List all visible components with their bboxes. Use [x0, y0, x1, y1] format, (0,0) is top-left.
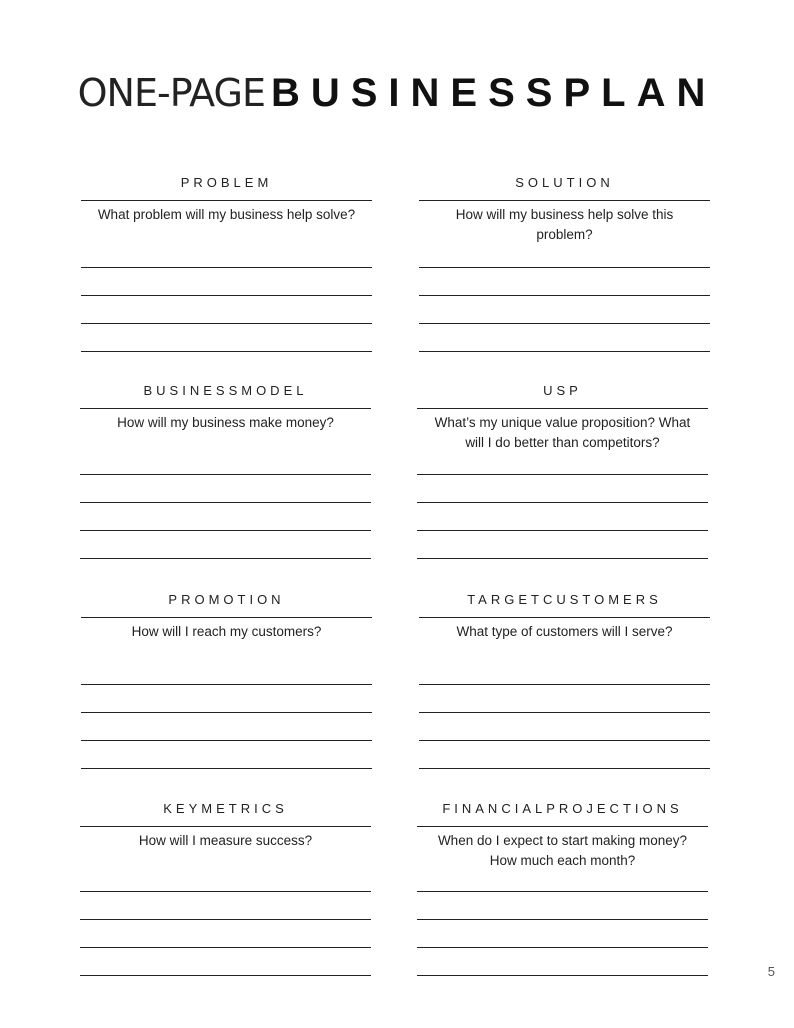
section-heading: KEYMETRICS [163, 801, 288, 816]
answer-line[interactable] [81, 267, 372, 268]
section-heading: TARGETCUSTOMERS [467, 592, 662, 607]
heading-divider [419, 617, 710, 618]
answer-line[interactable] [81, 295, 372, 296]
section-question: What problem will my business help solve? [97, 207, 356, 222]
answer-line[interactable] [80, 975, 371, 976]
section-promotion [81, 591, 372, 662]
title-light-part: ONE-PAGE [77, 71, 265, 115]
heading-divider [81, 200, 372, 201]
section-heading: PROMOTION [168, 592, 285, 607]
section-financial-projections [417, 800, 708, 871]
answer-line[interactable] [80, 558, 371, 559]
section-question: How will I measure success? [138, 833, 313, 848]
answer-line[interactable] [81, 351, 372, 352]
title-bold-part: BUSINESSPLAN [270, 71, 717, 115]
heading-divider [417, 408, 708, 409]
section-heading: USP [543, 383, 582, 398]
heading-divider [81, 617, 372, 618]
answer-line[interactable] [81, 768, 372, 769]
section-question: What type of customers will I serve? [456, 624, 673, 639]
answer-line[interactable] [80, 891, 371, 892]
section-key-metrics [80, 800, 371, 871]
answer-line[interactable] [81, 684, 372, 685]
heading-divider [80, 826, 371, 827]
answer-line[interactable] [80, 947, 371, 948]
section-heading: FINANCIALPROJECTIONS [442, 801, 683, 816]
answer-line[interactable] [419, 267, 710, 268]
answer-line[interactable] [80, 530, 371, 531]
answer-line[interactable] [417, 947, 708, 948]
section-question: How will I reach my customers? [131, 624, 322, 639]
section-question: When do I expect to start making money? How much each month? [437, 833, 688, 868]
section-question: What’s my unique value proposition? What will I do better than competitors? [434, 415, 691, 450]
answer-line[interactable] [417, 891, 708, 892]
answer-line[interactable] [419, 295, 710, 296]
answer-line[interactable] [80, 474, 371, 475]
heading-divider [80, 408, 371, 409]
answer-line[interactable] [417, 558, 708, 559]
answer-line[interactable] [419, 740, 710, 741]
answer-line[interactable] [81, 323, 372, 324]
answer-line[interactable] [417, 919, 708, 920]
answer-line[interactable] [417, 530, 708, 531]
answer-line[interactable] [417, 975, 708, 976]
section-problem [81, 174, 372, 245]
answer-line[interactable] [419, 684, 710, 685]
answer-line[interactable] [419, 712, 710, 713]
answer-line[interactable] [81, 740, 372, 741]
section-heading: SOLUTION [515, 175, 614, 190]
section-heading: PROBLEM [180, 175, 273, 190]
page-title [0, 70, 794, 116]
answer-line[interactable] [417, 502, 708, 503]
page-number: 5 [767, 964, 775, 979]
heading-divider [417, 826, 708, 827]
answer-line[interactable] [419, 323, 710, 324]
answer-line[interactable] [417, 474, 708, 475]
heading-divider [419, 200, 710, 201]
section-business-model [80, 382, 371, 453]
answer-line[interactable] [419, 768, 710, 769]
answer-line[interactable] [81, 712, 372, 713]
answer-line[interactable] [80, 919, 371, 920]
section-target-customers [419, 591, 710, 662]
section-solution [419, 174, 710, 245]
section-usp [417, 382, 708, 453]
section-heading: BUSINESSMODEL [143, 383, 308, 398]
answer-line[interactable] [80, 502, 371, 503]
section-question: How will my business make money? [117, 415, 334, 430]
section-question: How will my business help solve this problem? [455, 207, 674, 242]
answer-line[interactable] [419, 351, 710, 352]
